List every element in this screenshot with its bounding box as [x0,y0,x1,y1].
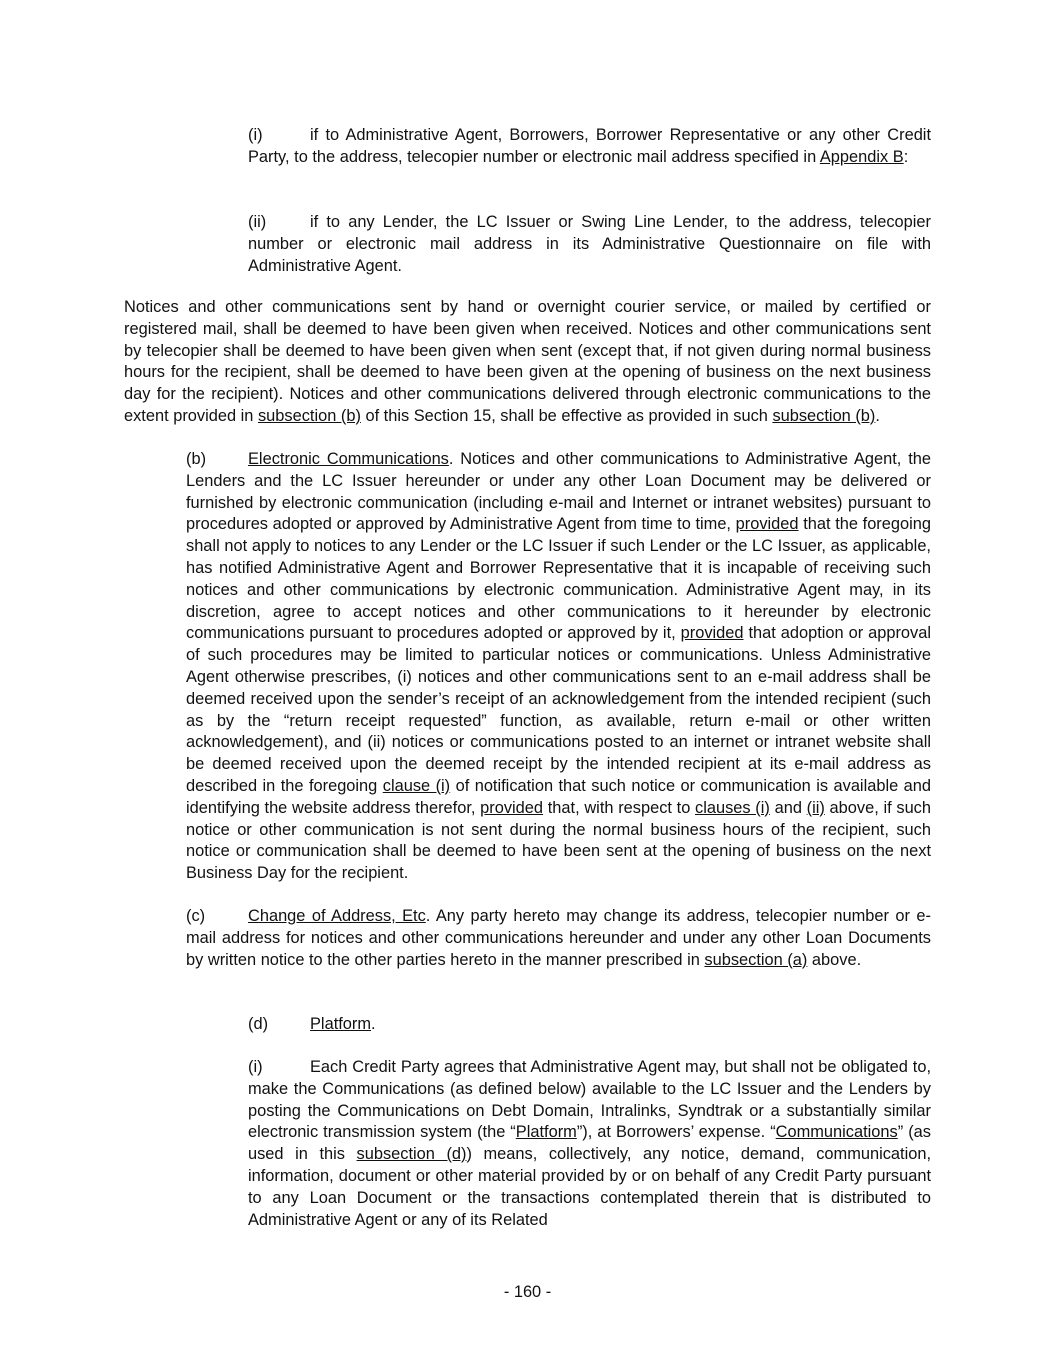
clause-a-i [248,125,931,169]
paragraph-text: . [875,406,880,425]
section-b-electronic-communications [186,449,931,885]
section-number: (d) [248,1015,269,1033]
clause-number: (ii) [248,213,267,231]
cross-reference: subsection (a) [704,950,808,969]
page-number: - 160 - [503,1283,552,1301]
section-text: above, if such notice or other communication is not sent during the normal business hours of the recipient, such notice or communication shall be deemed to have been sent at the opening of business on the next Business Day for the recipient. [186,798,931,883]
cross-reference: subsection (b) [772,406,876,425]
section-d-platform-heading [248,1014,931,1036]
section-text: . Any party hereto may change its address, telecopier number or e-mail address for notices and other communications hereunder and under any other Loan Documents by written notice to the other parties hereto in the manner prescribed in [186,907,931,969]
section-number: (c) [186,907,206,925]
section-text: that the foregoing shall not apply to notices to any Lender or the LC Issuer if such Lender or the LC Issuer, as applicable, has notified Administrative Agent and Borrower Representative that it is incapable of receiving such notices and other communications by electronic communication. Administrative Agent may, in its discretion, agree to accept notices and other communications to it hereunder by electronic communications pursuant to procedures adopted or approved by it, [186,515,931,643]
section-text: and [769,798,807,817]
emphasis-provided: provided [680,624,744,643]
clause-text: ) means, collectively, any notice, demand, communication, information, document or other material provided by or on behalf of any Credit Party pursuant to any Loan Document or the transactions contemplated therein that is distributed to Administrative Agent or any of its Related [248,1145,932,1229]
emphasis-provided: provided [480,798,544,817]
clause-text: ” (as used in this [248,1123,931,1164]
cross-reference: subsection (d) [356,1145,467,1164]
section-c-change-of-address [186,906,931,971]
defined-term: Platform [515,1123,577,1142]
cross-reference-appendix-b: Appendix B [819,147,904,166]
notices-paragraph [124,297,931,428]
section-text: . [371,1015,376,1033]
clause-a-ii [248,212,931,277]
section-text: of notification that such notice or communication is available and identifying the website address therefor, [186,776,931,817]
cross-reference: clause (i) [382,776,451,795]
paragraph-text: of this Section 15, shall be effective as provided in such [360,406,773,425]
clause-text: if to any Lender, the LC Issuer or Swing Line Lender, to the address, telecopier number or electronic mail address in its Administrative Questionnaire on file with Administrative Agent. [248,213,931,275]
section-heading: Electronic Communications [248,450,449,468]
clause-text: : [903,147,909,166]
section-heading: Platform [310,1015,372,1033]
clause-number: (i) [248,126,263,144]
cross-reference: clauses (i) [695,798,770,817]
clause-text: if to Administrative Agent, Borrowers, Borrower Representative or any other Credit Party, to the address, telecopier number or electronic mail address specified in [248,126,931,166]
section-text: above. [807,950,862,969]
section-number: (b) [186,450,207,468]
section-text: that adoption or approval of such procedures may be limited to particular notices or communications. Unless Administrative Agent otherwise prescribes, (i) notices and other communications sent to an e-mail address shall be deemed received upon the sender’s receipt of an acknowledgement from the intended recipient (such as by the “return receipt requested” function, as available, return e-mail or other written acknowledgement), and (ii) notices or communications posted to an internet or intranet website shall be deemed received upon the deemed receipt by the intended recipient at its e-mail address as described in the foregoing [186,624,931,795]
cross-reference: subsection (b) [257,406,361,425]
defined-term: Communications [775,1123,898,1142]
paragraph-text: Notices and other communications sent by hand or overnight courier service, or mailed by certified or registered mail, shall be deemed to have been given when received. Notices and other communications sent by telecopier shall be deemed to have been given when sent (except that, if not given during normal business hours for the recipient, shall be deemed to have been given at the opening of business on the next business day for the recipient). Notices and other communications delivered through electronic communications to the extent provided in [124,298,931,425]
section-heading: Change of Address, Etc [248,907,426,925]
clause-number: (i) [248,1058,263,1076]
clause-text: Each Credit Party agrees that Administrative Agent may, but shall not be obligated to, make the Communications (as defined below) available to the LC Issuer and the Lenders by posting the Communications on Debt Domain, Intralinks, Syndtrak or a substantially similar electronic transmission system (the “ [248,1058,931,1142]
section-text: that, with respect to [543,798,696,817]
section-text: . Notices and other communications to Administrative Agent, the Lenders and the LC Issuer hereunder or under any other Loan Document may be delivered or furnished by electronic communication (including e-mail and Internet or intranet websites) pursuant to procedures adopted or approved by Administrative Agent from time to time, [186,450,931,534]
clause-d-i [248,1057,931,1231]
cross-reference: (ii) [806,798,825,817]
emphasis-provided: provided [735,515,799,534]
clause-text: ”), at Borrowers’ expense. “ [576,1123,776,1142]
